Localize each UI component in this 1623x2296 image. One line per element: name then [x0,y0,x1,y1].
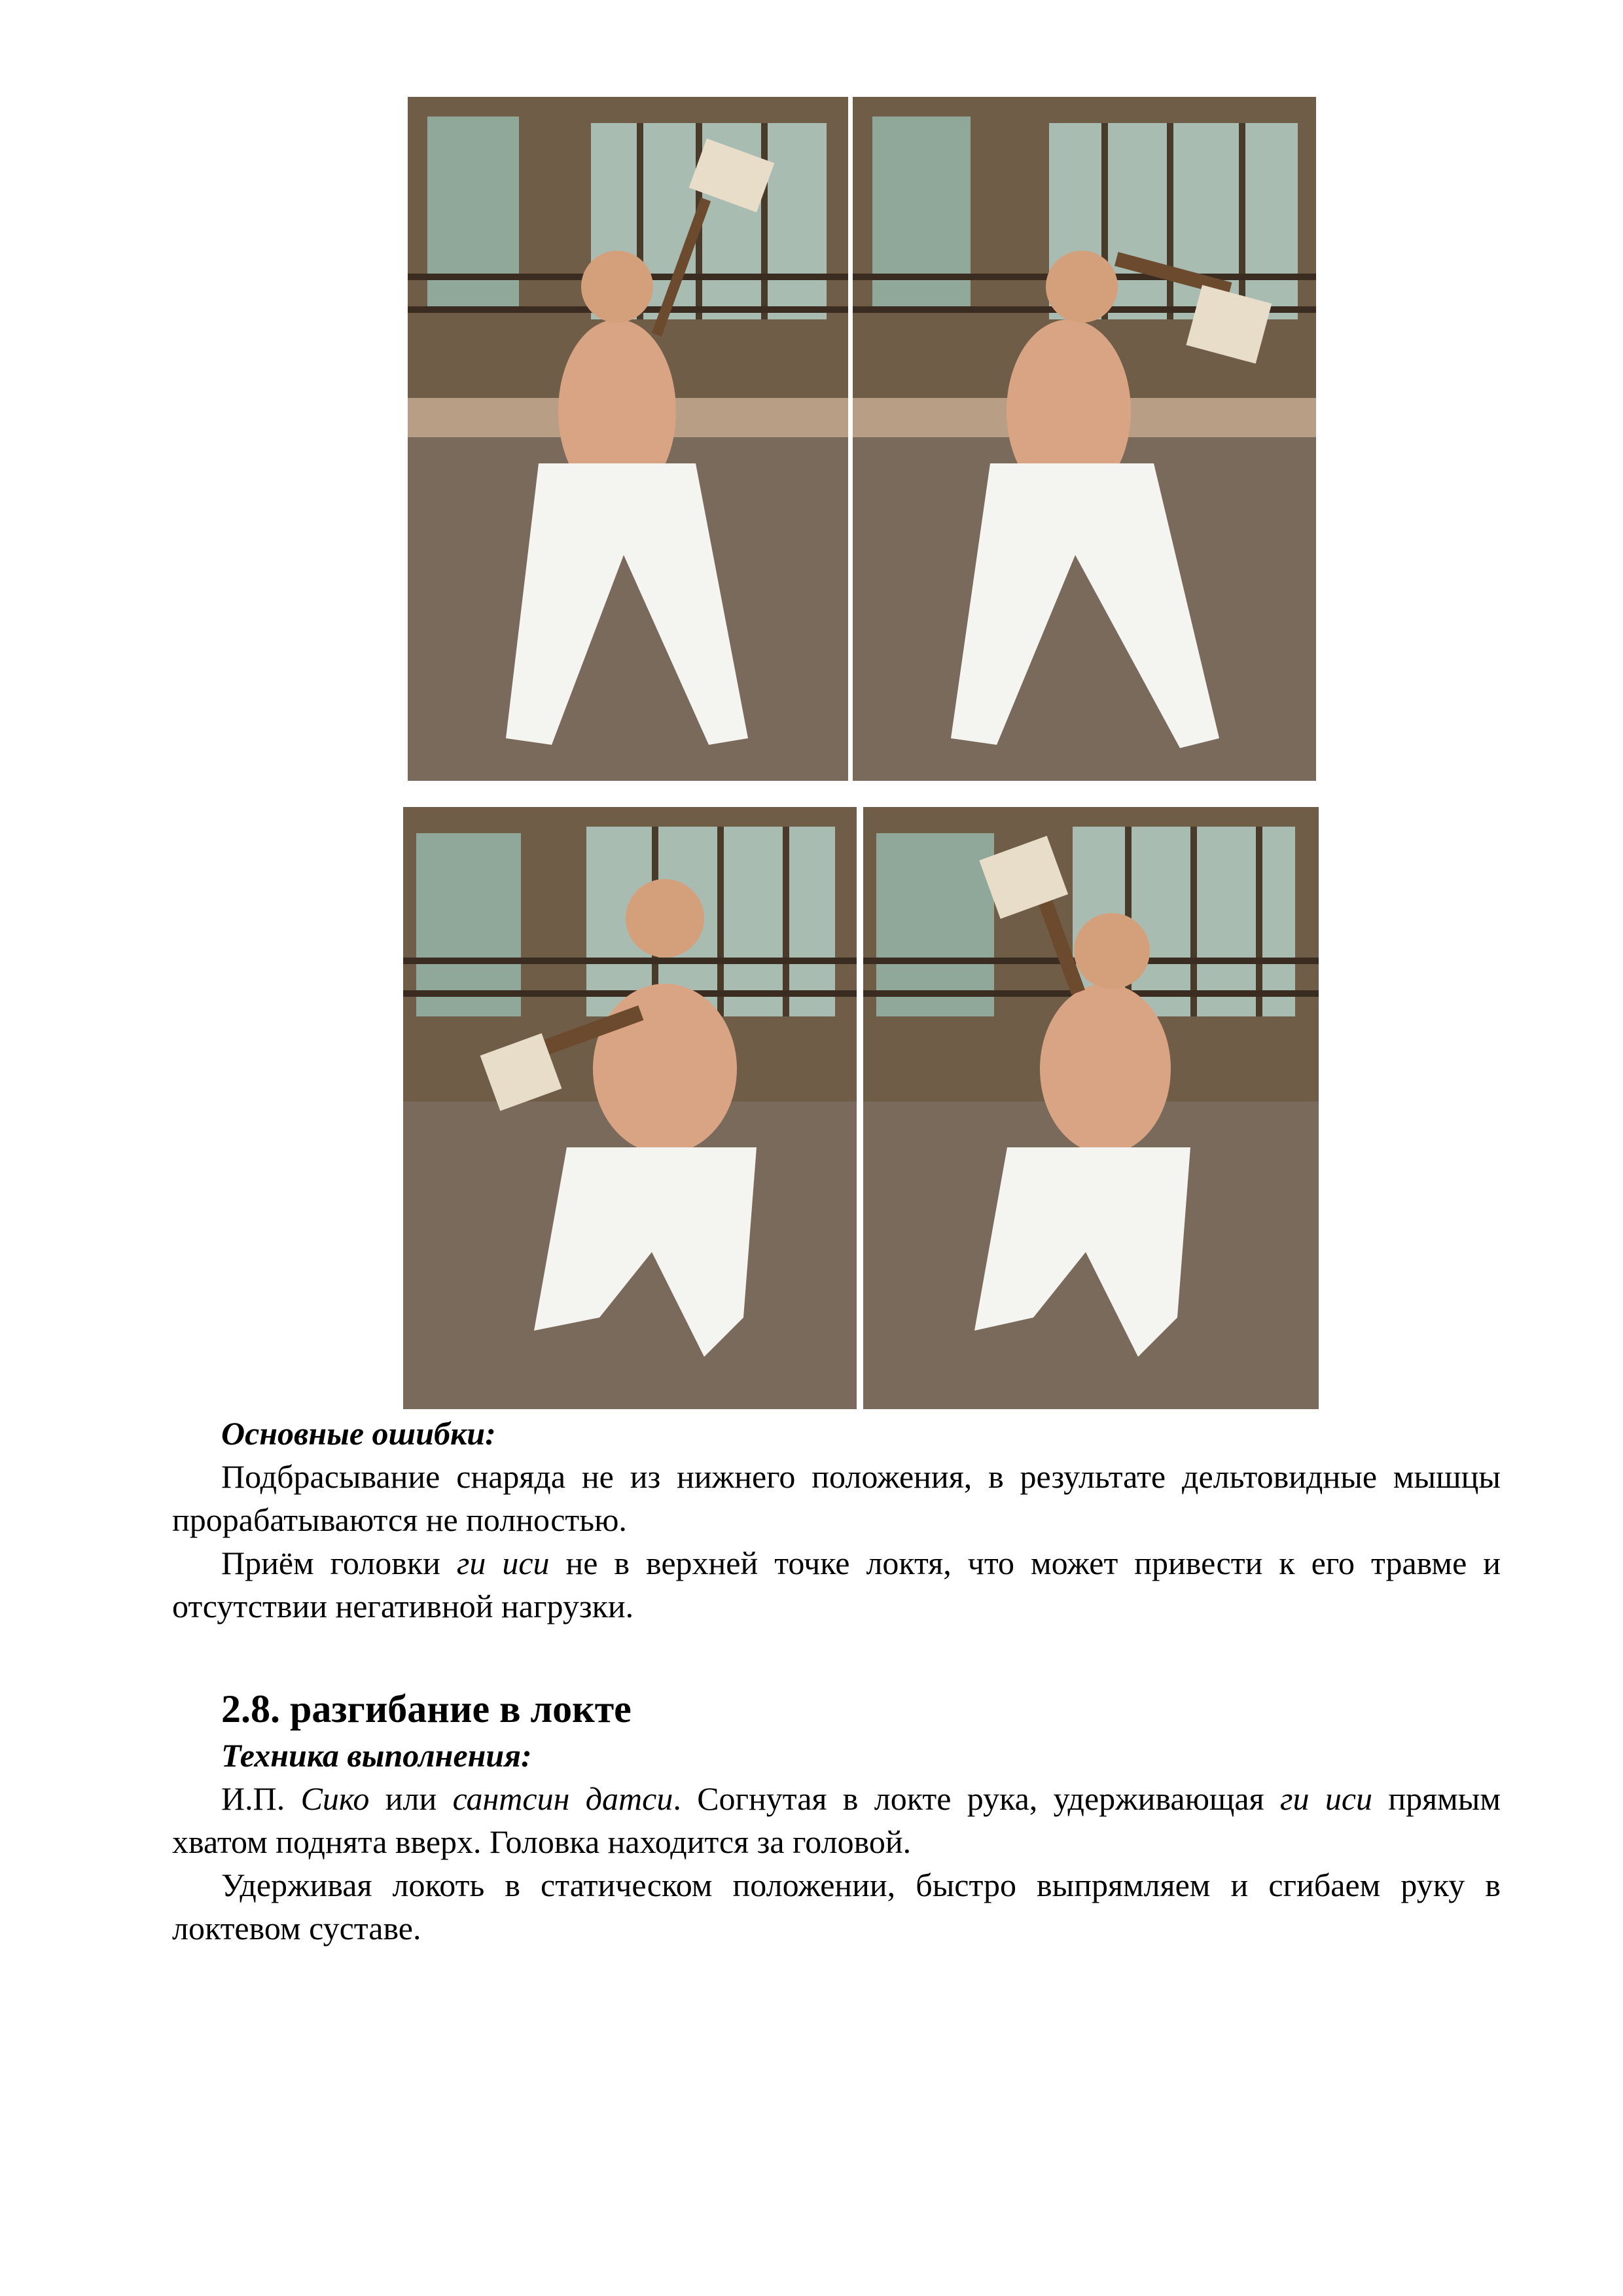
term-gi-ishi: ги иси [1279,1780,1373,1817]
text-run: Приём головки [221,1545,457,1581]
photo-exercise-step-1 [408,97,848,781]
technique-paragraph-1 [172,1777,1501,1863]
photo-exercise-step-3 [403,807,857,1409]
text-run: И.П. [221,1780,301,1817]
photo-exercise-step-4 [863,807,1319,1409]
errors-paragraph-1: Подбрасывание снаряда не из нижнего положения, в результате дельтовидные мышцы прорабатываются не полностью. [172,1458,1501,1538]
errors-heading: Основные ошибки: [221,1415,496,1452]
technique-heading: Техника выполнения: [221,1737,532,1774]
text-run: не в верхней точке локтя, что может привести к его травме и отсутствии негативной нагрузки. [172,1545,1501,1624]
errors-paragraph-2 [172,1541,1501,1628]
photo-exercise-step-2 [853,97,1316,781]
section-title: 2.8. разгибание в локте [221,1687,632,1731]
term-sanchin-dachi: сантсин датси [452,1780,673,1817]
document-text [172,1412,1501,1950]
term-shiko: Сико [300,1780,370,1817]
text-run: прямым хватом поднята вверх. Головка находится за головой. [172,1780,1501,1860]
term-gi-ishi: ги иси [456,1545,550,1581]
text-run: . Согнутая в локте рука, удерживающая [673,1780,1280,1817]
technique-paragraph-2: Удерживая локоть в статическом положении, быстро выпрямляем и сгибаем руку в локтевом суставе. [172,1867,1501,1946]
text-run: или [369,1780,453,1817]
